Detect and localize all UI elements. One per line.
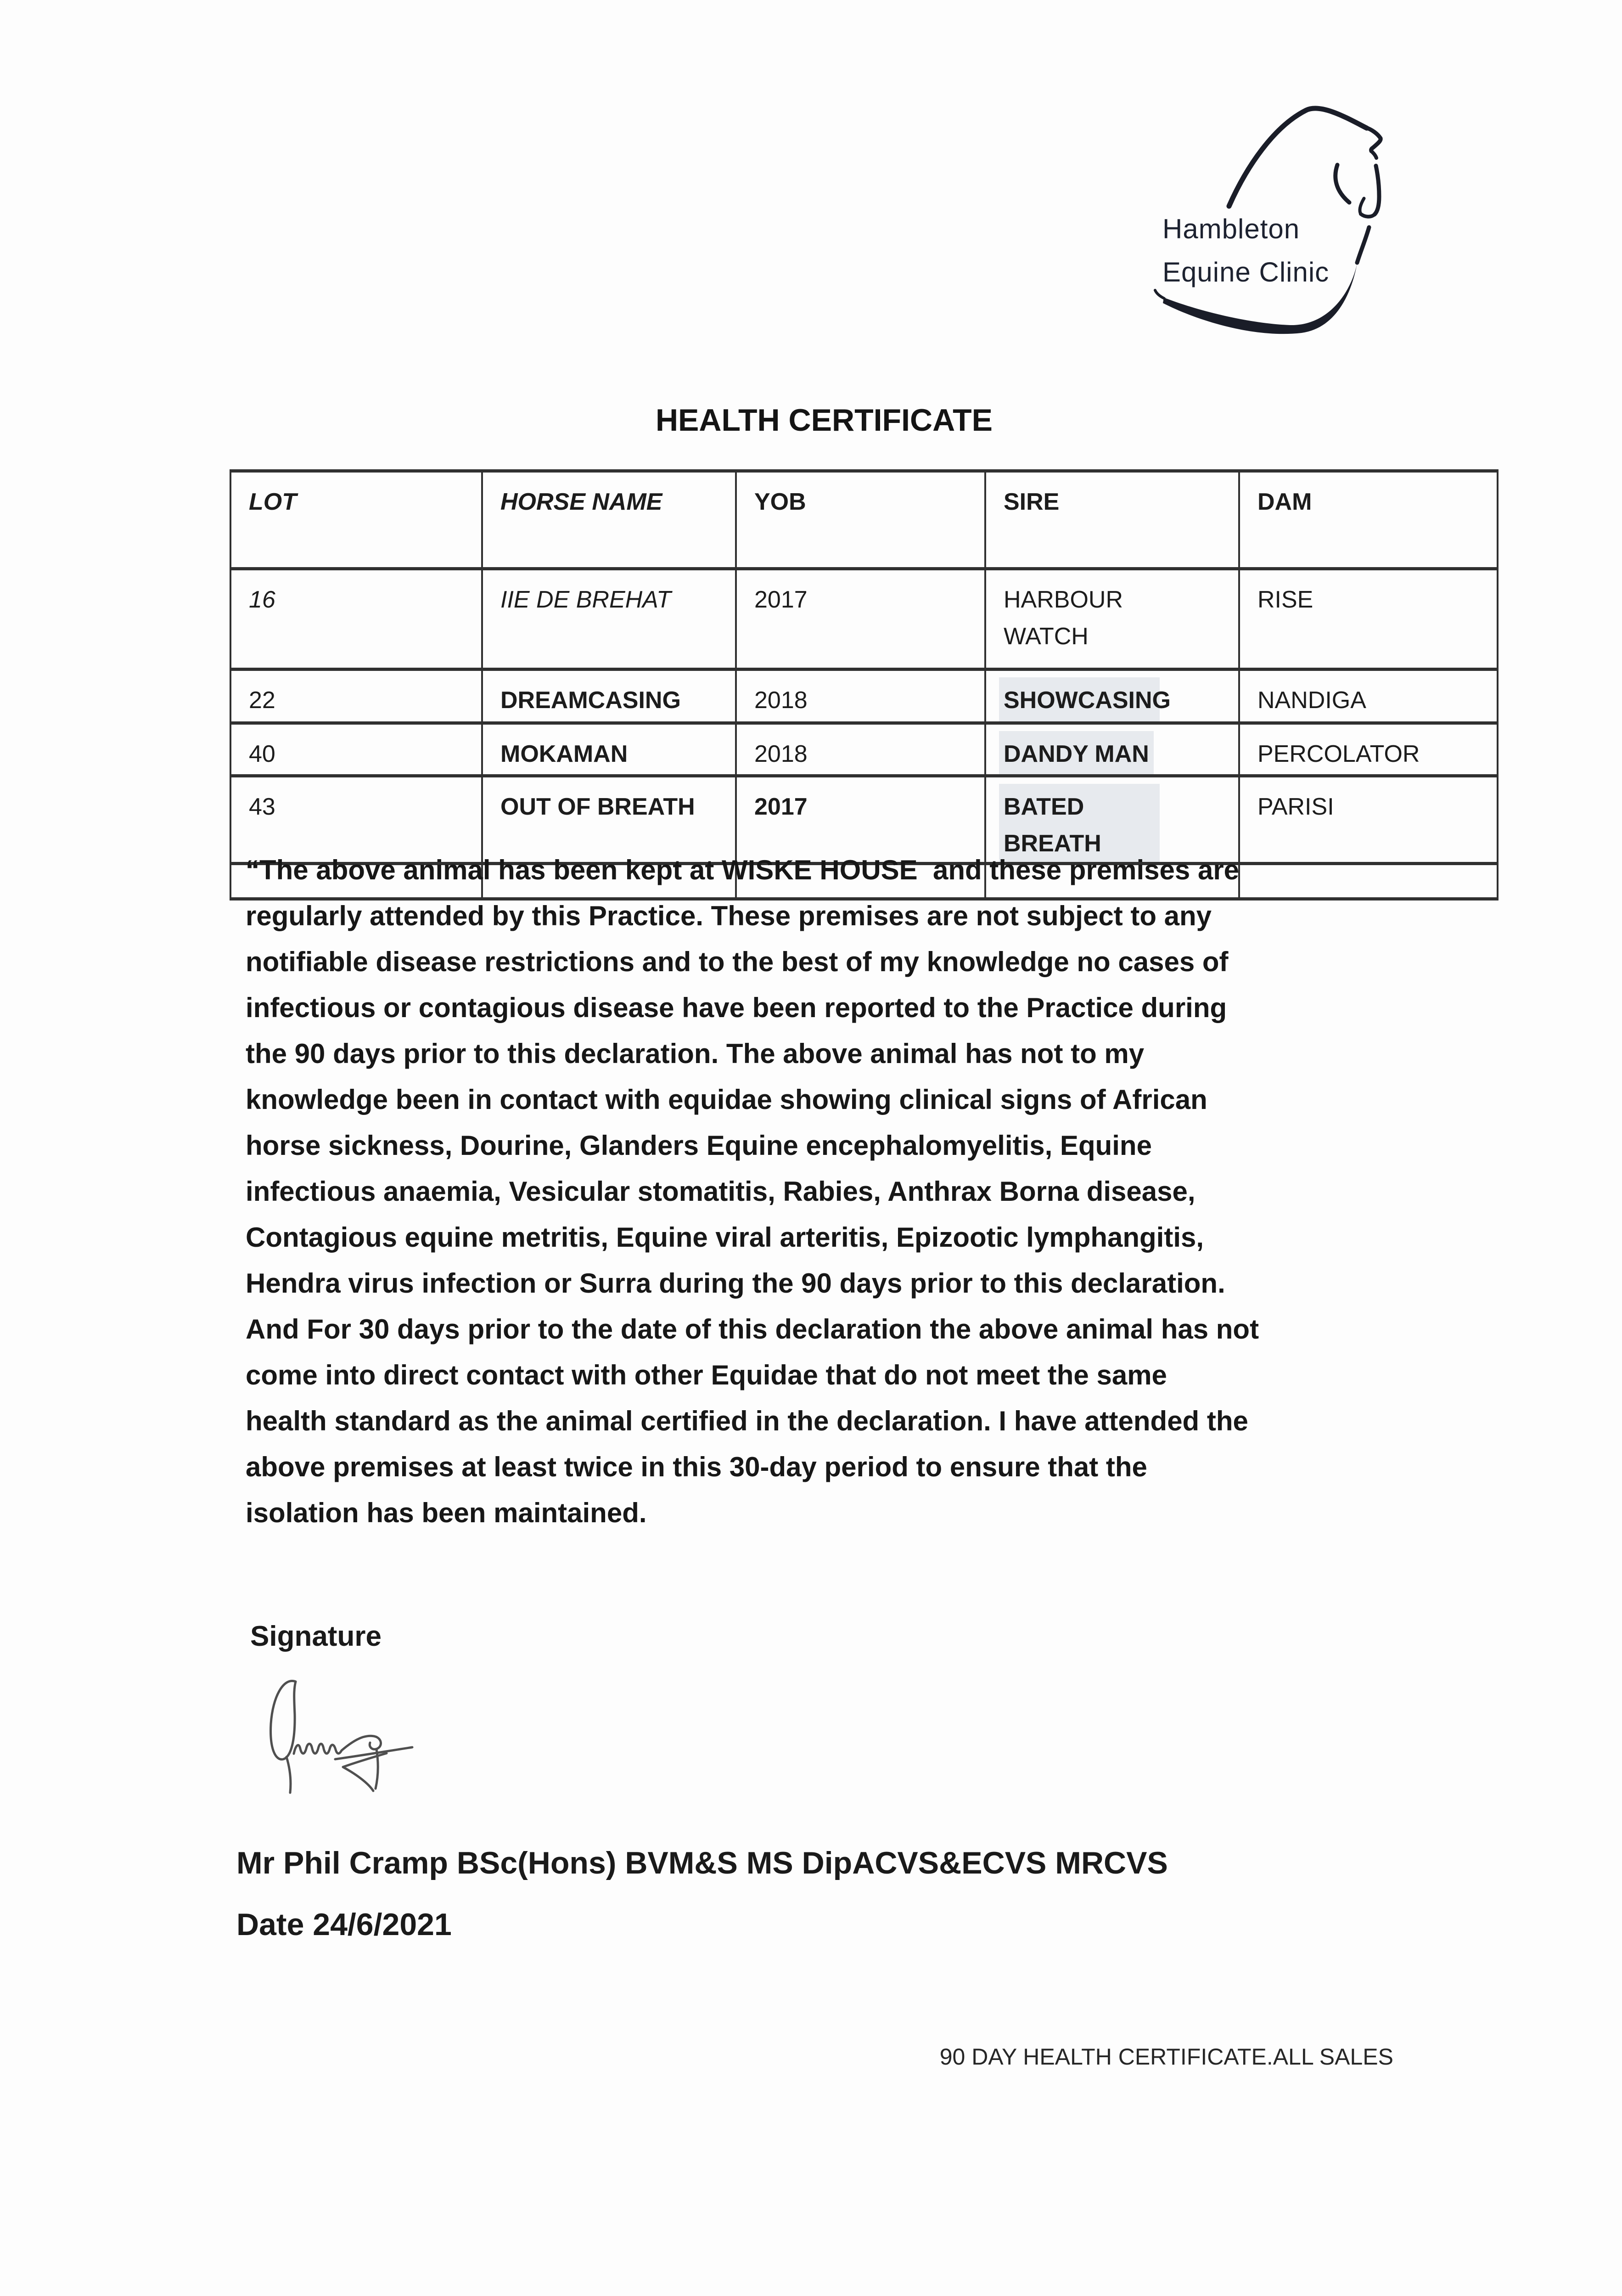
horse-table (230, 469, 1499, 900)
declaration-line: infectious or contagious disease have been reported to the Practice during (246, 992, 1227, 1023)
cell-lot: 22 (230, 670, 482, 723)
declaration-line: Hendra virus infection or Surra during the 90 days prior to this declaration. (246, 1268, 1225, 1299)
declaration-line: Contagious equine metritis, Equine viral arteritis, Epizootic lymphangitis, (246, 1222, 1204, 1253)
clinic-name-line1: Hambleton (1162, 214, 1300, 244)
declaration-line: horse sickness, Dourine, Glanders Equine encephalomyelitis, Equine (246, 1130, 1152, 1161)
declaration-line: And For 30 days prior to the date of this declaration the above animal has not (246, 1314, 1259, 1345)
table-row (230, 670, 1498, 723)
declaration-line: isolation has been maintained. (246, 1497, 647, 1528)
cell-dam: NANDIGA (1239, 670, 1498, 723)
cell-yob: 2017 (736, 569, 985, 670)
cell-lot: 16 (230, 569, 482, 670)
declaration-line: “The above animal has been kept at WISKE HOUSE and these premises are (246, 855, 1240, 885)
cell-yob: 2017 (736, 776, 985, 864)
cell-yob: 2018 (736, 670, 985, 723)
clinic-name (1162, 208, 1329, 294)
clinic-logo-horse-icon (1116, 76, 1455, 338)
handwritten-signature-icon (248, 1659, 473, 1838)
declaration-line: health standard as the animal certified in the declaration. I have attended the (246, 1406, 1248, 1436)
declaration-line: notifiable disease restrictions and to the best of my knowledge no cases of (246, 946, 1229, 977)
table-row (230, 723, 1498, 776)
table-header-row (230, 471, 1498, 569)
declaration-line: above premises at least twice in this 30-day period to ensure that the (246, 1452, 1147, 1482)
cell-dam: PERCOLATOR (1239, 723, 1498, 776)
document-title: HEALTH CERTIFICATE (655, 403, 993, 438)
header-dam: DAM (1239, 471, 1498, 569)
cell-sire: SHOWCASING (985, 670, 1239, 723)
cell-lot: 43 (230, 776, 482, 864)
date-line: Date 24/6/2021 (236, 1907, 452, 1942)
header-yob: YOB (736, 471, 985, 569)
cell-yob: 2018 (736, 723, 985, 776)
declaration-line: come into direct contact with other Equidae that do not meet the same (246, 1360, 1167, 1390)
clinic-name-line2: Equine Clinic (1162, 257, 1330, 287)
declaration-line: regularly attended by this Practice. These premises are not subject to any (246, 900, 1212, 931)
cell-horse: MOKAMAN (482, 723, 736, 776)
cell-dam: PARISI (1239, 776, 1498, 864)
cell-lot: 40 (230, 723, 482, 776)
declaration-line: infectious anaemia, Vesicular stomatitis, Rabies, Anthrax Borna disease, (246, 1176, 1195, 1207)
header-lot: LOT (230, 471, 482, 569)
declaration-paragraph (246, 847, 1259, 1536)
cell-sire: BATED BREATH (985, 776, 1239, 864)
declaration-line: knowledge been in contact with equidae showing clinical signs of African (246, 1084, 1207, 1115)
header-sire: SIRE (985, 471, 1239, 569)
cell-dam: RISE (1239, 569, 1498, 670)
cell-sire: HARBOUR WATCH (985, 569, 1239, 670)
signature-label: Signature (250, 1621, 382, 1652)
cell-horse: IIE DE BREHAT (482, 569, 736, 670)
header-horse-name: HORSE NAME (482, 471, 736, 569)
cell-horse: DREAMCASING (482, 670, 736, 723)
vet-name-credentials: Mr Phil Cramp BSc(Hons) BVM&S MS DipACVS&ECVS MRCVS (236, 1846, 1168, 1880)
cell-horse: OUT OF BREATH (482, 776, 736, 864)
declaration-line: the 90 days prior to this declaration. The above animal has not to my (246, 1038, 1145, 1069)
cell-sire: DANDY MAN (985, 723, 1239, 776)
table-row (230, 569, 1498, 670)
footer-note: 90 DAY HEALTH CERTIFICATE.ALL SALES (939, 2044, 1393, 2070)
